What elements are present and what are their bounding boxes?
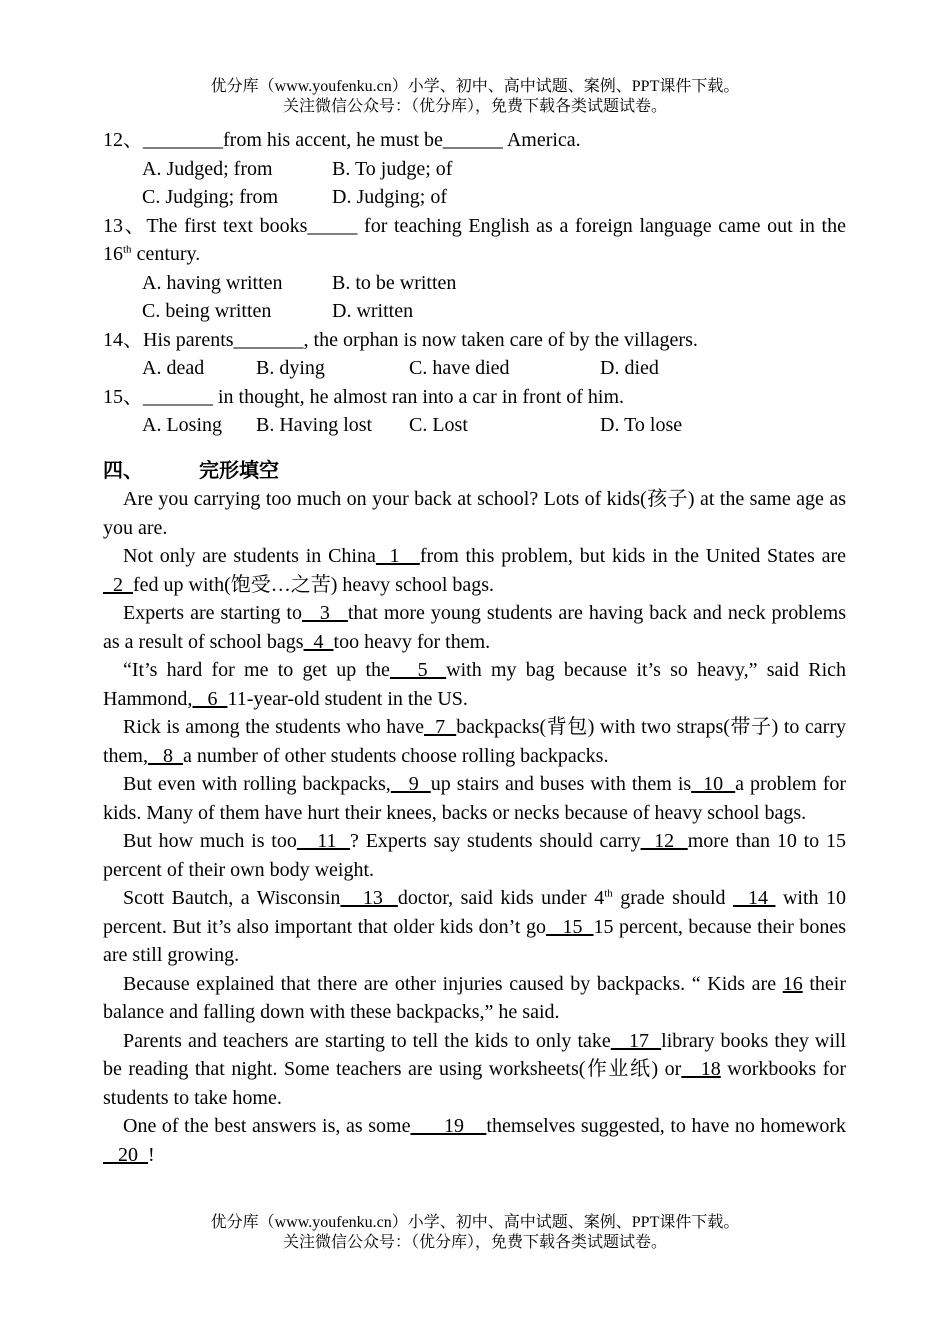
blank-14: 14: [733, 887, 776, 909]
blank-12: 12: [640, 830, 688, 852]
question-13-text: 13、The first text books_____ for teaching English as a foreign language came out in the 16: [103, 214, 846, 265]
passage-paragraph-2: [103, 542, 846, 599]
text: fed up with(饱受…之苦) heavy school bags.: [133, 573, 495, 596]
blank-15: 15: [546, 915, 594, 938]
text: 15 percent, because their bones are still growing.: [103, 915, 846, 966]
question-13-options-row-2: [103, 297, 846, 326]
question-14: 14、His parents_______, the orphan is now taken care of by the villagers.: [103, 328, 698, 351]
question-15: 15、_______ in thought, he almost ran into a car in front of him.: [103, 385, 625, 408]
option-b: B. dying: [256, 357, 325, 379]
page-footer: [0, 1213, 950, 1253]
option-b: B. To judge; of: [332, 157, 453, 180]
blank-4: 4: [303, 630, 334, 653]
option-d: D. To lose: [600, 414, 683, 436]
question-12-options-row-1: [103, 155, 846, 184]
header-line-2: 关注微信公众号：（优分库），免费下载各类试题试卷。: [282, 98, 667, 115]
passage-paragraph-6: [103, 770, 846, 827]
question-13: [103, 212, 846, 269]
text: “It’s hard for me to get up the: [123, 659, 390, 681]
blank-19: 19: [410, 1115, 487, 1137]
option-a: A. Judged; from: [142, 157, 273, 180]
blank-20: 20: [103, 1143, 148, 1166]
passage-paragraph-1: Are you carrying too much on your back at school? Lots of kids(孩子) at the same age as you are.: [103, 488, 846, 539]
text: that more young students are having back and neck problems as a result of school bags: [103, 602, 846, 653]
blank-9: 9: [390, 773, 431, 795]
blank-2: 2: [103, 573, 133, 596]
text: from this problem, but kids in the United States are: [419, 545, 847, 567]
text: a number of other students choose rolling backpacks.: [183, 744, 609, 767]
passage-paragraph-4: [103, 656, 846, 713]
blank-11: 11: [296, 830, 351, 852]
blank-13: 13: [340, 887, 398, 909]
page-header: [0, 77, 950, 117]
blank-18: 18: [681, 1058, 721, 1080]
text: Because explained that there are other injuries caused by backpacks. “ Kids are: [123, 972, 783, 995]
text: workbooks for students to take home.: [103, 1058, 846, 1109]
text: doctor, said kids under 4: [397, 887, 605, 909]
option-c: C. Judging; from: [142, 186, 279, 208]
option-d: D. written: [332, 300, 414, 322]
blank-8: 8: [148, 744, 183, 767]
question-13-text-end: century.: [131, 243, 201, 265]
text: Parents and teachers are starting to tell the kids to only take: [123, 1029, 611, 1052]
passage-paragraph-5: [103, 713, 846, 770]
option-b: B. Having lost: [256, 414, 373, 436]
option-b: B. to be written: [332, 271, 457, 294]
blank-1: 1: [375, 545, 420, 567]
option-d: D. died: [600, 357, 659, 379]
option-d: D. Judging; of: [332, 186, 447, 208]
text: But how much is too: [123, 830, 297, 852]
option-c: C. Lost: [409, 414, 468, 436]
text: !: [148, 1143, 155, 1166]
text: library books they will be reading that night. Some teachers are using worksheets(作业纸) or: [103, 1029, 847, 1080]
passage-paragraph-3: [103, 599, 846, 656]
text: But even with rolling backpacks,: [123, 773, 391, 795]
text: Not only are students in China: [123, 545, 376, 567]
text: with my bag because it’s so heavy,” said Rich Hammond,: [103, 659, 846, 710]
blank-3: 3: [302, 602, 348, 624]
superscript: th: [123, 243, 132, 256]
blank-10: 10: [691, 773, 736, 795]
document-body: [103, 126, 846, 1169]
blank-7: 7: [424, 716, 457, 738]
text: Experts are starting to: [123, 602, 302, 624]
footer-line-2: 关注微信公众号：（优分库），免费下载各类试题试卷。: [282, 1234, 667, 1251]
question-13-options-row-1: [103, 269, 846, 298]
text: themselves suggested, to have no homework: [486, 1115, 846, 1137]
text: One of the best answers is, as some: [123, 1115, 411, 1137]
superscript: th: [604, 887, 613, 900]
text: grade should: [612, 887, 733, 909]
option-a: A. Losing: [142, 414, 222, 436]
blank-5: 5: [389, 659, 447, 681]
text: Rick is among the students who have: [123, 716, 425, 738]
passage-paragraph-8: [103, 884, 846, 970]
blank-16: 16: [782, 972, 803, 995]
text: ? Experts say students should carry: [350, 830, 641, 852]
option-c: C. have died: [409, 357, 510, 379]
text: backpacks(背包) with two straps(带子) to carry them,: [103, 716, 846, 767]
section-number: 四、: [103, 459, 143, 482]
option-a: A. dead: [142, 357, 205, 379]
text: with 10 percent. But it’s also important that older kids don’t go: [103, 887, 847, 938]
text: up stairs and buses with them is: [430, 773, 692, 795]
section-heading: [103, 457, 846, 486]
section-title: 完形填空: [199, 459, 279, 482]
passage-paragraph-10: [103, 1027, 846, 1113]
footer-line-1: 优分库（www.youfenku.cn）小学、初中、高中试题、案例、PPT课件下载。: [210, 1214, 740, 1231]
question-12: 12、________from his accent, he must be______ America.: [103, 129, 581, 151]
text: a problem for kids. Many of them have hurt their knees, backs or necks because of heavy school bags.: [103, 773, 847, 824]
blank-6: 6: [192, 687, 228, 710]
text: too heavy for them.: [333, 630, 491, 653]
blank-17: 17: [610, 1029, 662, 1052]
header-line-1: 优分库（www.youfenku.cn）小学、初中、高中试题、案例、PPT课件下载。: [210, 78, 740, 95]
text: Scott Bautch, a Wisconsin: [123, 887, 341, 909]
option-c: C. being written: [142, 300, 272, 322]
passage-paragraph-11: [103, 1112, 846, 1169]
passage-paragraph-9: [103, 970, 846, 1027]
passage-paragraph-7: [103, 827, 846, 884]
text: 11-year-old student in the US.: [227, 687, 468, 710]
option-a: A. having written: [142, 271, 283, 294]
text: more than 10 to 15 percent of their own body weight.: [103, 830, 846, 881]
text: their balance and falling down with these backpacks,” he said.: [103, 972, 846, 1023]
question-12-options-row-2: [103, 183, 846, 212]
question-14-options: [103, 354, 846, 383]
question-15-options: [103, 411, 846, 440]
